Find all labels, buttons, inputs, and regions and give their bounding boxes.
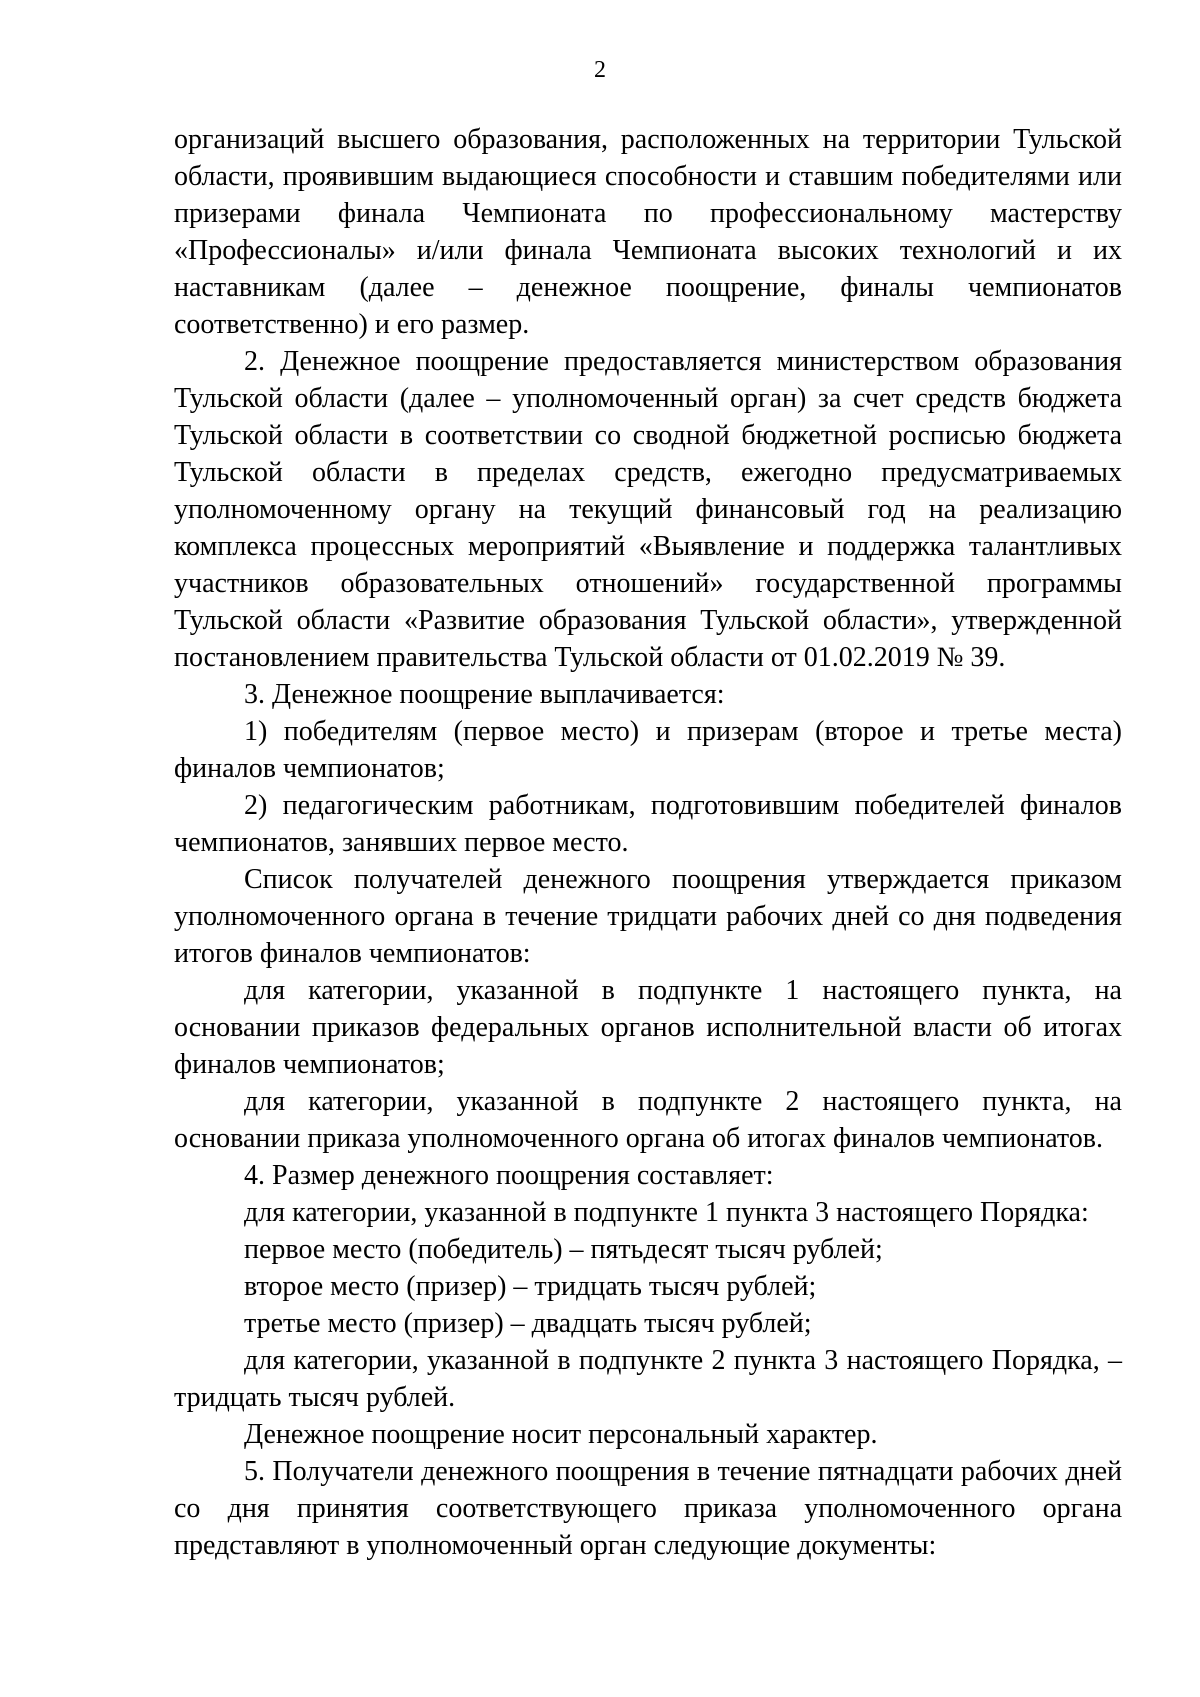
paragraph-4-category-2: для категории, указанной в подпункте 2 пункта 3 настоящего Порядка, – тридцать тысяч рублей.	[174, 1345, 1122, 1413]
paragraph-3-item-2: 2) педагогическим работникам, подготовившим победителей финалов чемпионатов, занявших первое место.	[174, 790, 1122, 858]
paragraph-4-category-1: для категории, указанной в подпункте 1 пункта 3 настоящего Порядка:	[244, 1197, 1089, 1228]
page-number: 2	[594, 57, 606, 83]
paragraph-4-second-place: второе место (призер) – тридцать тысяч рублей;	[244, 1271, 817, 1302]
document-body	[174, 121, 1122, 1564]
paragraph-3: 3. Денежное поощрение выплачивается:	[244, 679, 725, 710]
paragraph-4-first-place: первое место (победитель) – пятьдесят тысяч рублей;	[244, 1234, 883, 1265]
paragraph-3-recipients-list: Список получателей денежного поощрения утверждается приказом уполномоченного органа в течение тридцати рабочих дней со дня подведения итогов финалов чемпионатов:	[174, 864, 1122, 969]
paragraph-4-personal: Денежное поощрение носит персональный характер.	[244, 1419, 878, 1450]
paragraph-2: 2. Денежное поощрение предоставляется министерством образования Тульской области (далее – уполномоченный орган) за счет средств бюджета Тульской области в соответствии со сводной бюджетной росписью бюджета Тульской области в пределах средств, ежегодно предусматриваемых уполномоченному органу на текущий финансовый год на реализацию комплекса процессных мероприятий «Выявление и поддержка талантливых участников образовательных отношений» государственной программы Тульской области «Развитие образования Тульской области», утвержденной постановлением правительства Тульской области от 01.02.2019 № 39.	[174, 346, 1122, 673]
paragraph-3-item-1: 1) победителям (первое место) и призерам (второе и третье места) финалов чемпионатов;	[174, 716, 1122, 784]
paragraph-4-third-place: третье место (призер) – двадцать тысяч рублей;	[244, 1308, 812, 1339]
paragraph-3-category-1: для категории, указанной в подпункте 1 настоящего пункта, на основании приказов федеральных органов исполнительной власти об итогах финалов чемпионатов;	[174, 975, 1122, 1080]
paragraph-3-category-2: для категории, указанной в подпункте 2 настоящего пункта, на основании приказа уполномоченного органа об итогах финалов чемпионатов.	[174, 1086, 1122, 1154]
paragraph-intro: организаций высшего образования, расположенных на территории Тульской области, проявившим выдающиеся способности и ставшим победителями или призерами финала Чемпионата по профессиональному мастерству «Профессионалы» и/или финала Чемпионата высоких технологий и их наставникам (далее – денежное поощрение, финалы чемпионатов соответственно) и его размер.	[174, 124, 1122, 340]
paragraph-5: 5. Получатели денежного поощрения в течение пятнадцати рабочих дней со дня принятия соответствующего приказа уполномоченного органа представляют в уполномоченный орган следующие документы:	[174, 1456, 1122, 1561]
paragraph-4: 4. Размер денежного поощрения составляет:	[244, 1160, 774, 1191]
